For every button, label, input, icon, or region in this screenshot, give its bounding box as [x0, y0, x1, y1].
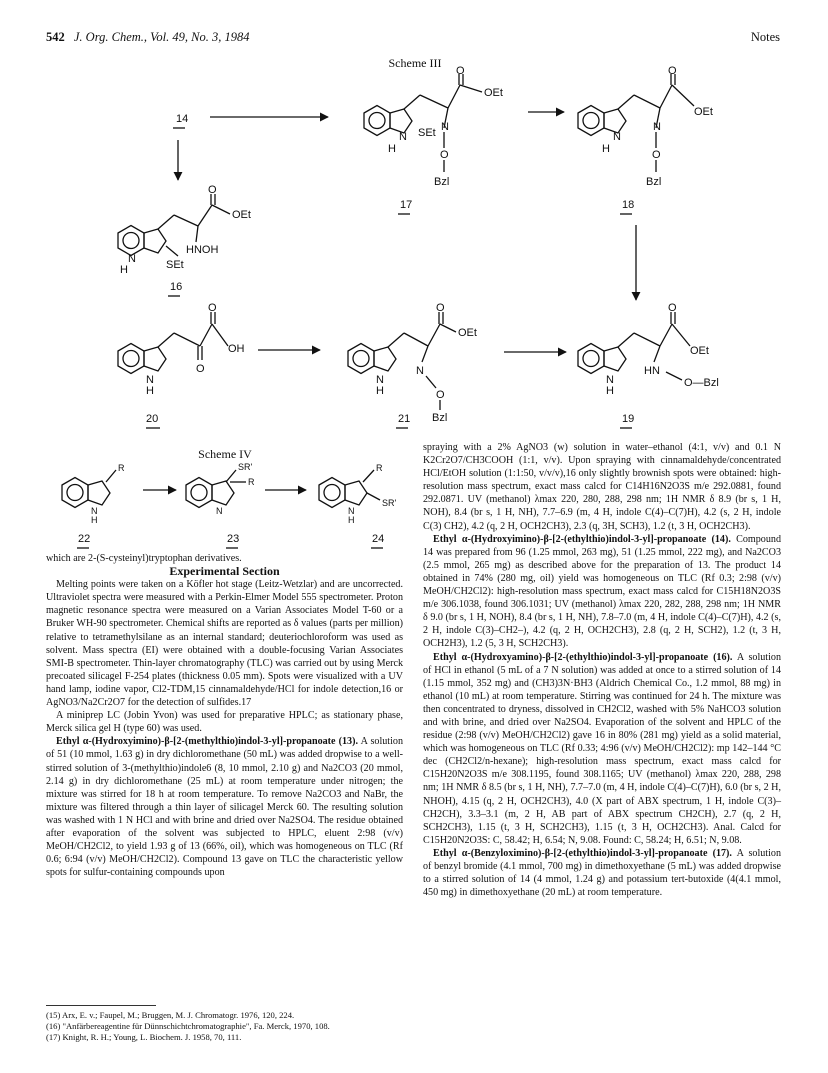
label-24: 24 — [372, 533, 385, 545]
label-23: 23 — [227, 533, 240, 545]
svg-text:O: O — [208, 184, 217, 196]
svg-text:H: H — [388, 143, 396, 155]
svg-text:HNOH: HNOH — [186, 244, 219, 256]
svg-text:O: O — [456, 65, 465, 77]
svg-text:N: N — [613, 131, 621, 143]
structure-23 — [186, 462, 255, 516]
svg-text:SR': SR' — [382, 498, 397, 508]
compound-16-heading: Ethyl α-(Hydroxyamino)-β-[2-(ethylthio)indol-3-yl]-propanoate (16). — [433, 651, 733, 663]
footnote-16: (16) "Anfärbereagentine für Dünnschichtchromatographie", Fa. Merck, 1970, 108. — [46, 1021, 330, 1031]
paragraph-compound-13 — [46, 735, 403, 879]
svg-text:H: H — [120, 264, 128, 276]
svg-text:H: H — [146, 385, 154, 397]
svg-text:R: R — [118, 463, 125, 473]
structure-18 — [578, 65, 713, 188]
svg-text:O: O — [436, 302, 445, 314]
structure-20 — [118, 302, 245, 397]
svg-text:R: R — [248, 477, 255, 487]
svg-text:O: O — [652, 149, 661, 161]
svg-text:SR': SR' — [238, 462, 253, 472]
scheme-3-title: Scheme III — [388, 56, 442, 70]
label-21: 21 — [398, 413, 411, 425]
svg-text:N: N — [416, 365, 424, 377]
svg-text:H: H — [602, 143, 610, 155]
svg-text:N: N — [128, 253, 136, 265]
svg-text:OEt: OEt — [690, 345, 709, 357]
journal-citation: J. Org. Chem., Vol. 49, No. 3, 1984 — [73, 30, 250, 44]
paragraph-compound-14 — [423, 533, 781, 651]
footnote-17: (17) Knight, R. H.; Young, L. Biochem. J. 1958, 70, 111. — [46, 1032, 242, 1042]
svg-text:N: N — [376, 374, 384, 386]
svg-text:O: O — [208, 302, 217, 314]
paragraph-compound-17 — [423, 847, 781, 899]
svg-text:OEt: OEt — [484, 87, 503, 99]
svg-text:R: R — [376, 463, 383, 473]
compound-13-heading: Ethyl α-(Hydroxyimino)-β-[2-(methylthio)indol-3-yl]-propanoate (13). — [56, 736, 358, 748]
svg-text:N: N — [441, 121, 449, 133]
svg-text:H: H — [91, 515, 98, 525]
paragraph-hplc: A miniprep LC (Jobin Yvon) was used for preparative HPLC; as stationary phase, Merck silica gel H (type 60) was used. — [46, 710, 403, 735]
svg-text:O: O — [436, 389, 445, 401]
label-20: 20 — [146, 413, 159, 425]
svg-text:N: N — [653, 121, 661, 133]
label-22: 22 — [78, 533, 91, 545]
label-19: 19 — [622, 413, 635, 425]
svg-text:Bzl: Bzl — [434, 176, 450, 188]
footnote-15: (15) Arx, E. v.; Faupel, M.; Bruggen, M. J. Chromatogr. 1976, 120, 224. — [46, 1010, 295, 1020]
compound-17-text: A solution of benzyl bromide (4.1 mmol, 700 mg) in dimethoxyethane (5 mL) was added dropwise to a stirred solution of 14 (4 mmol, 1.24 g) and potassium tert-butoxide (4(4.1 mmol, 450 mg) in dimethoxyethane (20 mL) at room temperature. — [423, 847, 782, 899]
structure-19 — [578, 302, 719, 397]
footnotes — [46, 1010, 401, 1043]
svg-text:N: N — [216, 506, 223, 516]
section-heading: Experimental Section — [169, 564, 280, 579]
svg-text:O: O — [440, 149, 449, 161]
svg-text:O: O — [668, 302, 677, 314]
svg-text:H: H — [348, 515, 355, 525]
svg-text:OEt: OEt — [232, 209, 251, 221]
svg-text:OEt: OEt — [694, 106, 713, 118]
svg-text:SEt: SEt — [166, 259, 184, 271]
compound-13-text: A solution of 51 (10 mmol, 1.63 g) in dry dichloromethane (50 mL) was added dropwise to a well-stirred solution of 3-(methylthio)indole6 (8, 10 mmol, 2.10 g) and Na2CO3 (20 mmol, 2.14 g) in dry dichloromethane (25 mL) at room temperature under nitrogen; the mixture was stirred for 18 h at room temperature. To remove Na2CO3 and NaBr, the mixture was filtered through a thin layer of silicagel Merck 60. The resulting solution was washed with 1 N HCl and with brine and dried over Na2SO4. The residue obtained after evaporation of the solvent was subjected to HPLC, eluent 2:98 (v/v) MeOH/CH2Cl2, to yield 1.93 g of 13 (66%, oil), which was homogeneous on TLC (Rf 0.6; 6:94 (v/v) MeOH/CH2Cl2). Compound 13 gave on TLC the characteristic yellow spots for sulfur-containing compounds upon — [46, 736, 403, 879]
svg-text:N: N — [146, 374, 154, 386]
svg-text:N: N — [91, 506, 98, 516]
intro-sentence: which are 2-(S-cysteinyl)tryptophan derivatives. — [46, 553, 242, 564]
scheme-4-title: Scheme IV — [198, 447, 252, 461]
footnote-rule — [46, 1005, 156, 1006]
structure-21 — [348, 302, 477, 424]
structure-17 — [364, 65, 503, 188]
svg-text:SEt: SEt — [418, 127, 436, 139]
structure-16 — [118, 184, 251, 276]
paragraph-13-continued: spraying with a 2% AgNO3 (w) solution in water–ethanol (4:1, v/v) and 0.1 N K2Cr2O7/CH3COOH (1:1, v/v). Upon spraying with cinnamaldehyde/concentrated HCl/EtOH solution (1:1:50, v/v/v),16 only slightly brownish spots were obtained: high-resolution mass spectrum, exact mass calcd for C14H16N2O3S m/e 292.0881, found 292.0871. UV (methanol) λmax 220, 280, 288, 298 nm; 1H NMR δ 8.9 (br s, 1 H, NOH), 8.4 (br s, 1 H, NH), 7.7–6.9 (m, 4 H, indole C(4)–C(7)H), 4.2 (s, 2 H, indole C(3) CH2), 4.2 (q, 2 H, OCH2CH3), 2.3 (q, 3H, SCH3), 1.2 (t, 3 H, OCH2CH3). — [423, 442, 781, 532]
svg-text:HN: HN — [644, 365, 660, 377]
svg-text:O: O — [668, 65, 677, 77]
svg-text:OH: OH — [228, 343, 245, 355]
label-17: 17 — [400, 199, 413, 211]
section-label: Notes — [750, 30, 780, 44]
left-column — [46, 552, 403, 879]
svg-text:Bzl: Bzl — [646, 176, 662, 188]
label-14: 14 — [176, 113, 189, 125]
svg-text:H: H — [376, 385, 384, 397]
svg-text:N: N — [606, 374, 614, 386]
svg-text:H: H — [606, 385, 614, 397]
right-column — [423, 441, 781, 899]
structure-24 — [319, 463, 397, 525]
svg-text:N: N — [399, 131, 407, 143]
svg-text:O: O — [196, 363, 205, 375]
svg-text:Bzl: Bzl — [432, 412, 448, 424]
compound-14-heading: Ethyl α-(Hydroxyimino)-β-[2-(ethylthio)indol-3-yl]-propanoate (14). — [433, 533, 731, 545]
compound-14-text: Compound 14 was prepared from 96 (1.25 mmol, 263 mg), 51 (1.25 mmol, 222 mg), and Na2CO3 (2.5 mmol, 265 mg) as described above for the preparation of 13. The product 14 obtained in 74% (280 mg, oil) yield was homogeneous on TLC (Rf 0.3; 2:98 (v/v) MeOH/CH2Cl2): high-resolution mass spectrum, exact mass calcd for C15H18N2O3S m/e 306.1038, found 306.1031; UV (methanol) λmax 220, 282, 288, 298 nm; 1H NMR δ 9.0 (br s, 1 H, NOH), 8.4 (br s, 1 H, NH), 7.8–7.0 (m, 4 H, indole C(4)–C(7)H), 4.2 (s, 2 H, indole C(3)–CH2–), 4.2 (q, 2 H, OCH2CH3), 2.8 (q, 2 H, SCH2), 1.2 (t, 3 H, OCH2H3), 1.2 (5, 3 H, SCH2CH3). — [423, 533, 781, 650]
svg-text:O—Bzl: O—Bzl — [684, 377, 719, 389]
paragraph-methods: Melting points were taken on a Köfler hot stage (Leitz-Wetzlar) and are uncorrected. Ultraviolet spectra were measured with a Perkin-Elmer Model 555 spectrometer. Proton magnetic resonance spectra were measured on a Varian Associates Model T-60 or a Bruker WH-90 spectrometer. Chemical shifts are reported as δ values (parts per million) relative to tetramethylsilane as an internal standard; deuteriochloroform was used as solvent. Mass spectra (EI) were obtained with a double-focusing Varian Associates SMI-B spectrometer. Thin-layer chromatography (TLC) was carried out by using Merck precoated silicagel F-254 plates (thickness 0.05 mm). Spots were visualized with a UV hand lamp, iodine vapor, Cl2-TDM,15 cinnamaldehyde/HCl for indole detection,16 or AgNO3/Na2Cr2O7 for the detection of sulfides.17 — [46, 579, 403, 709]
svg-text:N: N — [348, 506, 355, 516]
structure-22 — [62, 463, 125, 525]
page-number: 542 — [46, 30, 65, 44]
compound-17-heading: Ethyl α-(Benzyloximino)-β-[2-(ethylthio)indol-3-yl]-propanoate (17). — [433, 847, 732, 859]
paragraph-compound-16 — [423, 651, 781, 847]
svg-text:OEt: OEt — [458, 327, 477, 339]
label-18: 18 — [622, 199, 635, 211]
compound-16-text: A solution of HCl in ethanol (5 mL of a 7 N solution) was added at once to a stirred solution of 14 (1.15 mmol, 352 mg) and (CH3)3N·BH3 (Aldrich Chemical Co., 1.2 mmol, 88 mg) in ethanol (10 mL) at room temperature. Stirring was continued for 24 h. The mixture was then concentrated to dryness, dissolved in CH2Cl2, washed with 5% NaHCO3 solution and with brine, and dried over Na2SO4. Evaporation of the solvent and HPLC of the residue (2:98 (v/v) MeOH/CH2Cl2) gave 16 in 80% (281 mg) yield as a solid material, which was homogeneous on TLC (Rf 0.33; 4:96 (v/v) MeOH/CH2Cl2): mp 142–144 °C dec (CH2Cl2/n-hexane); high-resolution mass spectrum, exact mass calcd for C15H20N2O3S m/e 308.1195, found 308.1165; UV (methanol) λmax 220, 288, 298 nm; 1H NMR δ 8.5 (br s, 1 H, NH), 7.7–7.0 (m, 4 H, indole C(4)–C(7)H), 6.0 (br s, 2 H, NHOH), 4.15 (q, 2 H, OCH2CH3), 4.0 (X part of ABX spectrum, 1 H, indole C(3)–CH2CH), 3.3–3.1 (m, 2 H, AB part of ABX spectrum CH2CH), 2.7 (q, 2 H, SCH2CH3), 1.15 (t, 3 H, SCH2CH3), 1.15 (t, 3 H, OCH2CH3). Anal. Calcd for C15H20N2O3S: C, 58.42; H, 6.54; N, 9.08. Found: C, 58.24; H, 6.51; N, 9.08. — [423, 651, 782, 846]
label-16: 16 — [170, 281, 183, 293]
